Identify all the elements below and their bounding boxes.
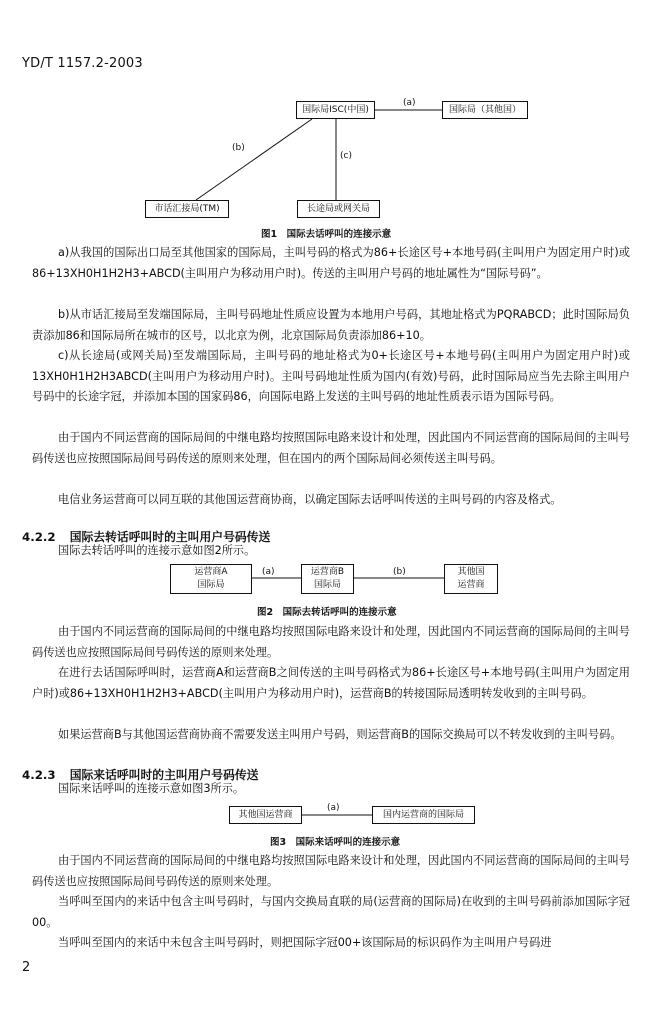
section-423-paragraph-2: 当呼叫至国内的来话中包含主叫号码时，与国内交换局直联的局(运营商的国际局)在收到的主叫号码前添加国际字冠00。 (32, 895, 630, 929)
fig3-box-other-carrier: 其他国运营商 (229, 806, 302, 824)
paragraph-c: c)从长途局(或网关局)至发端国际局，主叫号码的地址格式为0+长途区号+本地号码(主叫用户为固定用户时)或13XH0H1H2H3ABCD(主叫用户为移动用户时)。主叫号码地址性质为国内(有效)号码，此时国际局应当先去除主叫用户号码中的长途字冠，并添加本国的国家码86，向国际电路上发送的主叫号码的地址性质表示语为国际号码。 (32, 349, 630, 403)
section-422-title: 国际去转话呼叫时的主叫用户号码传送 (69, 530, 271, 544)
page-number: 2 (22, 960, 31, 975)
fig2-label-b: (b) (393, 567, 406, 577)
section-422-paragraph-1: 由于国内不同运营商的国际局间的中继电路均按照国际电路来设计和处理，因此国内不同运营商的国际局间的主叫号码传送也应按照国际局间号码传送的原则来处理。 (32, 625, 630, 659)
fig2-box-carrier-a-line1: 运营商A (194, 567, 228, 577)
fig2-box-other-carrier (444, 564, 498, 594)
section-423-title: 国际来话呼叫时的主叫用户号码传送 (69, 768, 259, 782)
section-422-number: 4.2.2 (22, 530, 56, 544)
fig1-box-intl-other: 国际局（其他国） (442, 101, 528, 119)
fig2-box-other-carrier-line2: 运营商 (457, 580, 485, 590)
section-423-number: 4.2.3 (22, 768, 56, 782)
fig1-label-b: (b) (232, 143, 245, 153)
fig3-box-domestic-intl: 国内运营商的国际局 (372, 806, 475, 824)
fig2-label-a: (a) (262, 567, 275, 577)
fig2-box-other-carrier-line1: 其他国 (457, 567, 485, 577)
paragraph-a: a)从我国的国际出口局至其他国家的国际局，主叫号码的格式为86+长途区号+本地号码(主叫用户为固定用户时)或86+13XH0H1H2H3+ABCD(主叫用户为移动用户时)。传送的主叫用户号码的地址属性为“国际号码”。 (32, 246, 630, 280)
fig1-box-toll-gateway: 长途局或网关局 (297, 200, 380, 218)
fig3-caption: 图3 国际来话呼叫的连接示意 (270, 837, 401, 848)
fig1-label-a: (a) (403, 98, 416, 108)
paragraph-b: b)从市话汇接局至发端国际局，主叫号码地址性质应设置为本地用户号码，其地址格式为PQRABCD；此时国际局负责添加86和国际局所在城市的区号，以北京为例，北京国际局负责添加86+10。 (32, 308, 630, 342)
fig2-box-carrier-b-line2: 国际局 (313, 580, 341, 590)
fig1-box-isc-china: 国际局ISC(中国) (296, 101, 375, 119)
paragraph-negotiation: 电信业务运营商可以同互联的其他国运营商协商，以确定国际去话呼叫传送的主叫号码的内容及格式。 (58, 493, 562, 506)
fig1-caption: 图1 国际去话呼叫的连接示意 (261, 229, 392, 240)
section-422-intro: 国际去转话呼叫的连接示意如图2所示。 (58, 544, 256, 557)
fig1-box-tandem-tm: 市话汇接局(TM) (145, 200, 229, 218)
fig2-box-carrier-a-line2: 国际局 (197, 580, 225, 590)
fig2-box-carrier-b (301, 564, 354, 594)
section-423-intro: 国际来话呼叫的连接示意如图3所示。 (58, 782, 245, 795)
document-id: YD/T 1157.2-2003 (22, 56, 143, 71)
section-422-paragraph-2: 在进行去话国际呼叫时，运营商A和运营商B之间传送的主叫号码格式为86+长途区号+本地号码(主叫用户为固定用户时)或86+13XH0H1H2H3+ABCD(主叫用户为移动用户时)，运营商B的转接国际局透明转发收到的主叫号码。 (32, 666, 630, 700)
fig2-box-carrier-a (170, 564, 252, 594)
paragraph-interop: 由于国内不同运营商的国际局间的中继电路均按照国际电路来设计和处理，因此国内不同运营商的国际局间的主叫号码传送也应按照国际局间号码传送的原则来处理，但在国内的两个国际局间必须传送主叫号码。 (32, 431, 630, 465)
fig2-box-carrier-b-line1: 运营商B (310, 567, 345, 577)
fig2-caption: 图2 国际去转话呼叫的连接示意 (257, 607, 397, 618)
section-422-paragraph-3: 如果运营商B与其他国运营商协商不需要发送主叫用户号码，则运营商B的国际交换局可以不转发收到的主叫号码。 (58, 728, 622, 741)
section-423-paragraph-1: 由于国内不同运营商的国际局间的中继电路均按照国际电路来设计和处理，因此国内不同运营商的国际局间的主叫号码传送也应按照国际局间号码传送的原则来处理。 (32, 854, 630, 888)
section-423-paragraph-3: 当呼叫至国内的来话中未包含主叫号码时，则把国际字冠00+该国际局的标识码作为主叫用户号码进 (58, 936, 552, 949)
fig3-label-a: (a) (327, 803, 340, 813)
fig1-label-c: (c) (340, 151, 352, 161)
